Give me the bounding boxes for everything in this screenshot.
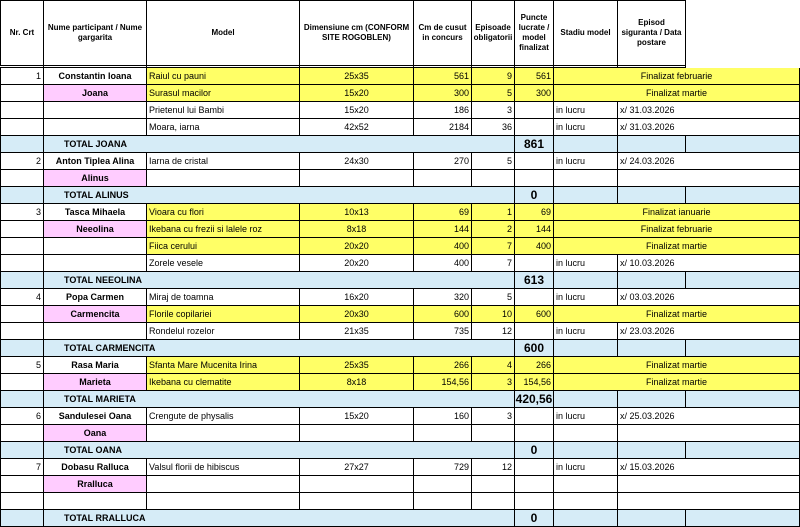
- model-name[interactable]: Crengute de physalis: [147, 408, 300, 425]
- model-header[interactable]: Model: [147, 0, 300, 66]
- cm-value[interactable]: 400: [414, 238, 472, 255]
- episodes-header[interactable]: Episoade obligatorii: [472, 0, 515, 66]
- dimensions-value[interactable]: 20x20: [300, 238, 414, 255]
- total-stage-cell[interactable]: [554, 442, 618, 459]
- post-date[interactable]: x/ 31.03.2026: [618, 119, 800, 136]
- total-stage-cell[interactable]: [554, 136, 618, 153]
- dimensions-value[interactable]: [300, 425, 414, 442]
- participant-name[interactable]: Neeolina: [44, 221, 147, 238]
- total-nr-cell[interactable]: [0, 340, 44, 357]
- cm-value[interactable]: 186: [414, 102, 472, 119]
- points-value[interactable]: [515, 408, 554, 425]
- episodes-value[interactable]: [472, 493, 515, 510]
- participant-name[interactable]: [44, 493, 147, 510]
- stage-value[interactable]: in lucru: [554, 323, 618, 340]
- nr-cell[interactable]: [0, 119, 44, 136]
- cm-value[interactable]: 735: [414, 323, 472, 340]
- total-date-cell[interactable]: [618, 340, 686, 357]
- nr-cell[interactable]: 7: [0, 459, 44, 476]
- total-stage-cell[interactable]: [554, 272, 618, 289]
- model-name[interactable]: Raiul cu pauni: [147, 68, 300, 85]
- stage-value[interactable]: in lucru: [554, 459, 618, 476]
- points-value[interactable]: [515, 459, 554, 476]
- total-label[interactable]: TOTAL NEEOLINA: [44, 272, 515, 289]
- model-name[interactable]: Ikebana cu frezii si lalele roz: [147, 221, 300, 238]
- episodes-value[interactable]: 12: [472, 459, 515, 476]
- status-finalized[interactable]: Finalizat februarie: [554, 221, 800, 238]
- episodes-value[interactable]: 4: [472, 357, 515, 374]
- dimensions-value[interactable]: [300, 476, 414, 493]
- model-name[interactable]: Surasul macilor: [147, 85, 300, 102]
- nr-cell[interactable]: [0, 170, 44, 187]
- model-name[interactable]: [147, 493, 300, 510]
- participant-name[interactable]: [44, 238, 147, 255]
- nr-cell[interactable]: [0, 255, 44, 272]
- points-value[interactable]: [515, 255, 554, 272]
- nr-cell[interactable]: 2: [0, 153, 44, 170]
- stage-value[interactable]: in lucru: [554, 119, 618, 136]
- points-value[interactable]: 600: [515, 306, 554, 323]
- total-nr-cell[interactable]: [0, 442, 44, 459]
- nr-crt-header[interactable]: Nr. Crt: [0, 0, 44, 66]
- post-date[interactable]: x/ 10.03.2026: [618, 255, 800, 272]
- model-name[interactable]: Rondelul rozelor: [147, 323, 300, 340]
- dimensions-value[interactable]: 8x18: [300, 374, 414, 391]
- total-value[interactable]: 0: [515, 187, 554, 204]
- nr-cell[interactable]: 4: [0, 289, 44, 306]
- model-name[interactable]: Prietenul lui Bambi: [147, 102, 300, 119]
- model-name[interactable]: Florile copilariei: [147, 306, 300, 323]
- post-date[interactable]: [618, 425, 800, 442]
- total-value[interactable]: 600: [515, 340, 554, 357]
- model-name[interactable]: Fiica cerului: [147, 238, 300, 255]
- total-nr-cell[interactable]: [0, 136, 44, 153]
- total-value[interactable]: 861: [515, 136, 554, 153]
- nr-cell[interactable]: [0, 425, 44, 442]
- nr-cell[interactable]: [0, 323, 44, 340]
- cm-value[interactable]: [414, 425, 472, 442]
- cm-value[interactable]: 270: [414, 153, 472, 170]
- points-value[interactable]: [515, 425, 554, 442]
- dimensions-value[interactable]: 42x52: [300, 119, 414, 136]
- model-name[interactable]: Ikebana cu clematite: [147, 374, 300, 391]
- total-nr-cell[interactable]: [0, 187, 44, 204]
- status-finalized[interactable]: Finalizat martie: [554, 374, 800, 391]
- stage-value[interactable]: [554, 493, 618, 510]
- points-value[interactable]: 69: [515, 204, 554, 221]
- cm-value[interactable]: 2184: [414, 119, 472, 136]
- nr-cell[interactable]: 6: [0, 408, 44, 425]
- nr-cell[interactable]: [0, 102, 44, 119]
- model-name[interactable]: Miraj de toamna: [147, 289, 300, 306]
- episodes-value[interactable]: [472, 170, 515, 187]
- post-date[interactable]: x/ 03.03.2026: [618, 289, 800, 306]
- participant-name[interactable]: Tasca Mihaela: [44, 204, 147, 221]
- episodes-value[interactable]: 7: [472, 255, 515, 272]
- status-finalized[interactable]: Finalizat ianuarie: [554, 204, 800, 221]
- model-name[interactable]: Sfanta Mare Mucenita Irina: [147, 357, 300, 374]
- model-name[interactable]: Vioara cu flori: [147, 204, 300, 221]
- dimensions-value[interactable]: 20x30: [300, 306, 414, 323]
- participant-name[interactable]: Oana: [44, 425, 147, 442]
- model-name[interactable]: Moara, iarna: [147, 119, 300, 136]
- total-date-cell[interactable]: [618, 442, 686, 459]
- dimensions-header[interactable]: Dimensiune cm (CONFORM SITE ROGOBLEN): [300, 0, 414, 66]
- participant-name[interactable]: Joana: [44, 85, 147, 102]
- nr-cell[interactable]: 3: [0, 204, 44, 221]
- episodes-value[interactable]: 5: [472, 153, 515, 170]
- post-date[interactable]: [618, 170, 800, 187]
- dimensions-value[interactable]: 21x35: [300, 323, 414, 340]
- dimensions-value[interactable]: 27x27: [300, 459, 414, 476]
- points-value[interactable]: [515, 102, 554, 119]
- points-value[interactable]: [515, 493, 554, 510]
- participant-name[interactable]: Constantin Ioana: [44, 68, 147, 85]
- cm-value[interactable]: 69: [414, 204, 472, 221]
- total-end-cell[interactable]: [686, 136, 800, 153]
- dimensions-value[interactable]: 15x20: [300, 102, 414, 119]
- total-date-cell[interactable]: [618, 510, 686, 527]
- status-finalized[interactable]: Finalizat martie: [554, 306, 800, 323]
- nr-cell[interactable]: [0, 306, 44, 323]
- total-stage-cell[interactable]: [554, 391, 618, 408]
- total-end-cell[interactable]: [686, 510, 800, 527]
- participant-name[interactable]: Anton Tiplea Alina: [44, 153, 147, 170]
- post-date[interactable]: x/ 15.03.2026: [618, 459, 800, 476]
- model-name[interactable]: [147, 425, 300, 442]
- model-name[interactable]: [147, 170, 300, 187]
- points-value[interactable]: [515, 289, 554, 306]
- participant-name[interactable]: Popa Carmen: [44, 289, 147, 306]
- points-value[interactable]: [515, 476, 554, 493]
- cm-value[interactable]: 300: [414, 85, 472, 102]
- points-value[interactable]: 144: [515, 221, 554, 238]
- dimensions-value[interactable]: 25x35: [300, 68, 414, 85]
- stage-value[interactable]: [554, 476, 618, 493]
- stage-value[interactable]: [554, 425, 618, 442]
- safety-header[interactable]: Episod siguranta / Data postare: [618, 0, 686, 66]
- total-nr-cell[interactable]: [0, 510, 44, 527]
- total-nr-cell[interactable]: [0, 391, 44, 408]
- points-value[interactable]: [515, 323, 554, 340]
- participant-name[interactable]: [44, 255, 147, 272]
- episodes-value[interactable]: 9: [472, 68, 515, 85]
- total-label[interactable]: TOTAL CARMENCITA: [44, 340, 515, 357]
- episodes-value[interactable]: 10: [472, 306, 515, 323]
- dimensions-value[interactable]: 16x20: [300, 289, 414, 306]
- post-date[interactable]: x/ 25.03.2026: [618, 408, 800, 425]
- points-value[interactable]: [515, 153, 554, 170]
- total-stage-cell[interactable]: [554, 187, 618, 204]
- nr-cell[interactable]: [0, 374, 44, 391]
- cm-value[interactable]: 400: [414, 255, 472, 272]
- status-finalized[interactable]: Finalizat martie: [554, 357, 800, 374]
- dimensions-value[interactable]: 15x20: [300, 85, 414, 102]
- status-finalized[interactable]: Finalizat martie: [554, 85, 800, 102]
- total-date-cell[interactable]: [618, 136, 686, 153]
- episodes-value[interactable]: 3: [472, 102, 515, 119]
- total-nr-cell[interactable]: [0, 272, 44, 289]
- participant-name[interactable]: Alinus: [44, 170, 147, 187]
- status-finalized[interactable]: Finalizat martie: [554, 238, 800, 255]
- stage-value[interactable]: in lucru: [554, 408, 618, 425]
- points-value[interactable]: [515, 170, 554, 187]
- post-date[interactable]: [618, 476, 800, 493]
- episodes-value[interactable]: 3: [472, 408, 515, 425]
- post-date[interactable]: [618, 493, 800, 510]
- dimensions-value[interactable]: 8x18: [300, 221, 414, 238]
- stage-value[interactable]: in lucru: [554, 255, 618, 272]
- points-value[interactable]: 561: [515, 68, 554, 85]
- points-value[interactable]: 300: [515, 85, 554, 102]
- cm-value[interactable]: [414, 493, 472, 510]
- total-value[interactable]: 0: [515, 510, 554, 527]
- participant-name[interactable]: [44, 323, 147, 340]
- stage-value[interactable]: in lucru: [554, 153, 618, 170]
- episodes-value[interactable]: 3: [472, 374, 515, 391]
- cm-header[interactable]: Cm de cusut in concurs: [414, 0, 472, 66]
- nr-cell[interactable]: [0, 476, 44, 493]
- post-date[interactable]: x/ 31.03.2026: [618, 102, 800, 119]
- stage-value[interactable]: in lucru: [554, 102, 618, 119]
- model-name[interactable]: [147, 476, 300, 493]
- participant-name[interactable]: Rasa Maria: [44, 357, 147, 374]
- nr-cell[interactable]: [0, 238, 44, 255]
- cm-value[interactable]: 160: [414, 408, 472, 425]
- dimensions-value[interactable]: 15x20: [300, 408, 414, 425]
- participant-name[interactable]: Rralluca: [44, 476, 147, 493]
- points-value[interactable]: 400: [515, 238, 554, 255]
- episodes-value[interactable]: 7: [472, 238, 515, 255]
- total-label[interactable]: TOTAL OANA: [44, 442, 515, 459]
- dimensions-value[interactable]: 25x35: [300, 357, 414, 374]
- points-value[interactable]: [515, 119, 554, 136]
- cm-value[interactable]: 600: [414, 306, 472, 323]
- cm-value[interactable]: 266: [414, 357, 472, 374]
- dimensions-value[interactable]: [300, 493, 414, 510]
- post-date[interactable]: x/ 23.03.2026: [618, 323, 800, 340]
- total-value[interactable]: 613: [515, 272, 554, 289]
- total-date-cell[interactable]: [618, 391, 686, 408]
- total-date-cell[interactable]: [618, 187, 686, 204]
- nr-cell[interactable]: [0, 85, 44, 102]
- episodes-value[interactable]: 1: [472, 204, 515, 221]
- total-label[interactable]: TOTAL RRALLUCA: [44, 510, 515, 527]
- cm-value[interactable]: 729: [414, 459, 472, 476]
- dimensions-value[interactable]: 20x20: [300, 255, 414, 272]
- total-stage-cell[interactable]: [554, 340, 618, 357]
- episodes-value[interactable]: [472, 425, 515, 442]
- cm-value[interactable]: 154,56: [414, 374, 472, 391]
- total-end-cell[interactable]: [686, 442, 800, 459]
- total-value[interactable]: 420,56: [515, 391, 554, 408]
- participant-name[interactable]: Dobasu Ralluca: [44, 459, 147, 476]
- points-value[interactable]: 154,56: [515, 374, 554, 391]
- model-name[interactable]: Valsul florii de hibiscus: [147, 459, 300, 476]
- total-date-cell[interactable]: [618, 272, 686, 289]
- dimensions-value[interactable]: 24x30: [300, 153, 414, 170]
- total-label[interactable]: TOTAL MARIETA: [44, 391, 515, 408]
- dimensions-value[interactable]: 10x13: [300, 204, 414, 221]
- nr-cell[interactable]: [0, 493, 44, 510]
- total-label[interactable]: TOTAL JOANA: [44, 136, 515, 153]
- nr-cell[interactable]: 1: [0, 68, 44, 85]
- stage-value[interactable]: in lucru: [554, 289, 618, 306]
- total-stage-cell[interactable]: [554, 510, 618, 527]
- cm-value[interactable]: [414, 476, 472, 493]
- participant-header[interactable]: Nume participant / Nume gargarita: [44, 0, 147, 66]
- post-date[interactable]: x/ 24.03.2026: [618, 153, 800, 170]
- episodes-value[interactable]: [472, 476, 515, 493]
- participant-name[interactable]: [44, 102, 147, 119]
- points-value[interactable]: 266: [515, 357, 554, 374]
- model-name[interactable]: Iarna de cristal: [147, 153, 300, 170]
- episodes-value[interactable]: 2: [472, 221, 515, 238]
- total-value[interactable]: 0: [515, 442, 554, 459]
- cm-value[interactable]: 144: [414, 221, 472, 238]
- cm-value[interactable]: [414, 170, 472, 187]
- episodes-value[interactable]: 36: [472, 119, 515, 136]
- nr-cell[interactable]: 5: [0, 357, 44, 374]
- episodes-value[interactable]: 5: [472, 85, 515, 102]
- status-finalized[interactable]: Finalizat februarie: [554, 68, 800, 85]
- total-end-cell[interactable]: [686, 391, 800, 408]
- points-header[interactable]: Puncte lucrate / model finalizat: [515, 0, 554, 66]
- total-end-cell[interactable]: [686, 272, 800, 289]
- cm-value[interactable]: 320: [414, 289, 472, 306]
- total-label[interactable]: TOTAL ALINUS: [44, 187, 515, 204]
- participant-name[interactable]: Marieta: [44, 374, 147, 391]
- participant-name[interactable]: [44, 119, 147, 136]
- stage-header[interactable]: Stadiu model: [554, 0, 618, 66]
- model-name[interactable]: Zorele vesele: [147, 255, 300, 272]
- nr-cell[interactable]: [0, 221, 44, 238]
- episodes-value[interactable]: 5: [472, 289, 515, 306]
- dimensions-value[interactable]: [300, 170, 414, 187]
- total-end-cell[interactable]: [686, 340, 800, 357]
- episodes-value[interactable]: 12: [472, 323, 515, 340]
- cm-value[interactable]: 561: [414, 68, 472, 85]
- stage-value[interactable]: [554, 170, 618, 187]
- participant-name[interactable]: Carmencita: [44, 306, 147, 323]
- total-end-cell[interactable]: [686, 187, 800, 204]
- participant-name[interactable]: Sandulesei Oana: [44, 408, 147, 425]
